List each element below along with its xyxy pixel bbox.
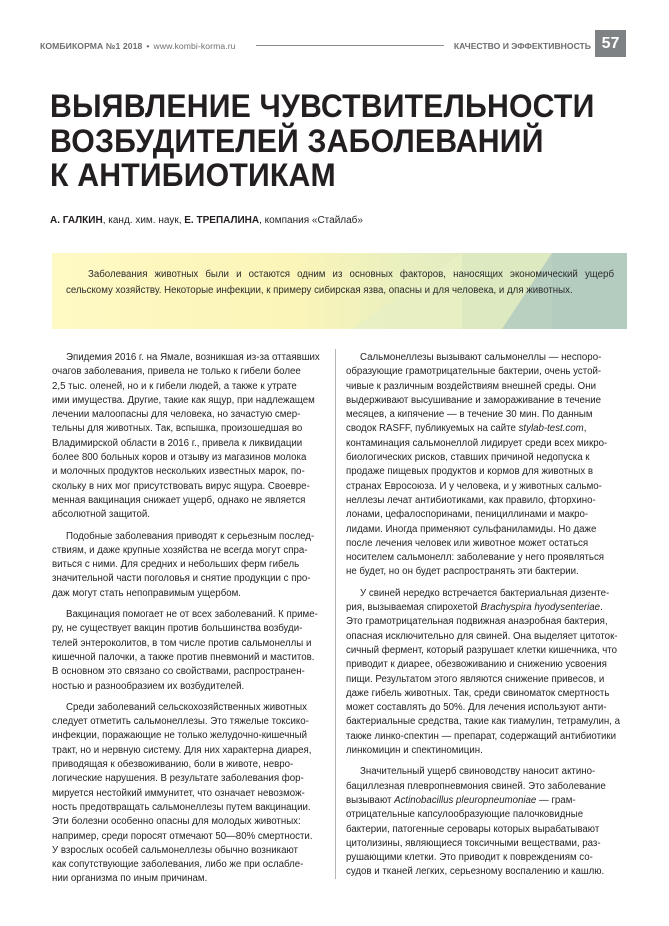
- text-line: сводок RASFF, публикуемых на сайте stylab-test.com,: [346, 423, 587, 435]
- text-line: продаже пищевых продуктов и кормов для животных в: [346, 466, 594, 478]
- text-line: значительной части поголовья и снятие продукции с про-: [52, 573, 311, 585]
- text-line: например, среди поросят отмечают 50—80% смертности.: [52, 830, 313, 842]
- text-line: месяцев, а кипячение — в течение 30 мин. По данным: [346, 409, 593, 421]
- text-line: бактерии, патогенные серовары которых вырабатывают: [346, 823, 600, 835]
- lead-box: [52, 253, 627, 329]
- author-affiliation: , канд. хим. наук,: [102, 215, 185, 226]
- body-paragraph: [346, 351, 626, 580]
- text-line: тракт, но и нервную систему. Для них характерна диарея,: [52, 744, 312, 756]
- text-line: приводящая к обезвоживанию, боли в животе, невро-: [52, 759, 294, 771]
- text-line: бактериальные средства, такие как тиамулин, тетрамулин, а: [346, 716, 621, 728]
- text-line: опасная исключительно для свиней. Она выделяет цитоток-: [346, 630, 618, 642]
- text-line: пищи. Результатом этого являются снижение привесов, и: [346, 673, 605, 685]
- text-line: более 800 больных коров и отзыву из магазинов молока: [52, 452, 307, 464]
- text-line: после лечения человек или животное может остаться: [346, 537, 589, 549]
- text-line: У взрослых особей сальмонеллезы обычно возникают: [52, 844, 298, 856]
- text-line: Сальмонеллезы вызывают сальмонеллы — неспоро-: [360, 352, 602, 363]
- text-line: вызывают Actinobacillus pleuropneumoniae — грам-: [346, 794, 576, 806]
- text-line: логические нарушения. В результате заболевания фор-: [52, 773, 304, 785]
- text-line: кишечной палочки, а также против пневмоний и маститов.: [52, 651, 315, 663]
- text-line: ствиям, и даже крупные хозяйства не всегда могут спра-: [52, 544, 308, 556]
- page-number-badge: 57: [595, 30, 626, 57]
- body-paragraph: [346, 765, 626, 879]
- title-line: К АНТИБИОТИКАМ: [50, 157, 336, 193]
- text-line: даже гибель животных. Так, среди свиноматок смертность: [346, 687, 610, 699]
- text-line: ностью и разнообразием их возбудителей.: [52, 680, 245, 692]
- text-line: Эпидемия 2016 г. на Ямале, возникшая из-за оттаявших: [66, 352, 320, 363]
- text-line: может составлять до 50%. Для лечения используют анти-: [346, 702, 607, 714]
- text-line: носителем сальмонелл: заболевание у него проявляться: [346, 552, 605, 564]
- text-line: лонами, цефалоспоринами, пенициллинами и макро-: [346, 509, 589, 521]
- text-line: не будет, но он будет распространять эти бактерии.: [346, 566, 579, 578]
- text-line: тельны для животных. Так, вспышка, произошедшая во: [52, 423, 303, 435]
- text-line: скольку в них мог присутствовать вирус ящура. Своевре-: [52, 480, 310, 492]
- text-line: бациллезная плевропневмония свиней. Это заболевание: [346, 780, 606, 792]
- text-line: Владимирской области в 2016 г., привела к ликвидации: [52, 437, 303, 449]
- text-line: У свиней нередко встречается бактериальная дизенте-: [360, 587, 610, 599]
- author-affiliation: , компания «Стайлаб»: [259, 215, 363, 226]
- text-line: и молочных продуктов нескольких известных марок, по-: [52, 466, 305, 478]
- text-line: контаминация сальмонеллой лидирует среди всех микро-: [346, 437, 608, 449]
- text-line: В основном это связано со свойствами, распространен-: [52, 666, 305, 678]
- text-line: рушающими клетки. Это приводит к повреждениям со-: [346, 852, 593, 864]
- left-column: [52, 351, 320, 887]
- article-authors: [50, 215, 363, 226]
- header-separator: •: [146, 41, 150, 51]
- text-line: ими имущества. Другие, такие как ящур, при надлежащем: [52, 394, 315, 406]
- column-divider: [335, 349, 336, 879]
- text-line: судов и тканей легких, серьезному воспалению и кашлю.: [346, 866, 605, 878]
- text-line: выдерживают высушивание и замораживание в течение: [346, 394, 602, 406]
- body-paragraph: [52, 701, 320, 887]
- text-line: Вакцинация помогает не от всех заболеваний. К приме-: [66, 609, 318, 621]
- text-line: Значительный ущерб свиноводству наносит актино-: [360, 766, 596, 778]
- journal-url: www.kombi-korma.ru: [153, 41, 236, 51]
- text-line: лидами. Иногда применяют сульфаниламиды. Но даже: [346, 523, 597, 535]
- section-name: КАЧЕСТВО И ЭФФЕКТИВНОСТЬ: [453, 41, 591, 51]
- running-header-left: [40, 41, 236, 51]
- text-line: линкомицин и спектиномицин.: [346, 745, 483, 757]
- text-line: инфекции, поражающие не только желудочно-кишечный: [52, 730, 307, 742]
- text-line: лечении малоопасны для человека, но зачастую смер-: [52, 409, 301, 421]
- body-paragraph: [346, 587, 626, 759]
- article-title: [50, 88, 595, 193]
- text-line: также линко-спектин — препарат, содержащий антибиотики: [346, 730, 617, 742]
- text-line: неллезы лечат антибиотиками, как правило, фторхино-: [346, 494, 596, 506]
- text-line: Среди заболеваний сельскохозяйственных животных: [66, 701, 307, 713]
- text-line: биологических рисков, ставших причиной недопуска к: [346, 452, 590, 464]
- text-line: как сопутствующие заболевания, либо же при ослабле-: [52, 859, 304, 871]
- text-line: виться с ними. Для средних и небольших ферм гибель: [52, 559, 300, 571]
- text-line: сичный фермент, который разрушает клетки кишечника, что: [346, 644, 618, 656]
- title-line: ВЫЯВЛЕНИЕ ЧУВСТВИТЕЛЬНОСТИ: [50, 88, 595, 124]
- text-line: абсолютной защитой.: [52, 509, 150, 521]
- text-line: цитолизины, являющиеся токсичными веществами, раз-: [346, 837, 601, 849]
- lead-paragraph: Заболевания животных были и остаются одним из основных факторов, наносящих экономический ущерб сельскому хозяйству. Некоторые инфекции, к примеру сибирская язва, опасны и для человека, и для животных.: [66, 269, 614, 296]
- text-line: ру, не существует вакцин против большинства возбуди-: [52, 623, 303, 635]
- header-rule: [256, 45, 444, 46]
- text-line: телей энтероколитов, в том числе против сальмонеллы и: [52, 637, 312, 649]
- journal-issue: КОМБИКОРМА №1 2018: [40, 41, 143, 51]
- title-line: ВОЗБУДИТЕЛЕЙ ЗАБОЛЕВАНИЙ: [50, 122, 544, 159]
- author-name: Е. ТРЕПАЛИНА: [184, 215, 260, 226]
- text-line: очагов заболевания, привела не только к гибели более: [52, 366, 301, 378]
- right-column: [346, 351, 626, 880]
- text-line: мируется нестойкий иммунитет, что означает невозмож-: [52, 787, 305, 799]
- text-line: отрицательные капсулообразующие палочковидные: [346, 809, 584, 821]
- text-line: Подобные заболевания приводят к серьезным послед-: [66, 530, 315, 542]
- body-paragraph: [52, 530, 320, 601]
- text-line: странах Евросоюза. И у человека, и у животных сальмо-: [346, 480, 602, 492]
- author-name: А. ГАЛКИН: [50, 215, 103, 226]
- text-line: даж могут стать непоправимым ущербом.: [52, 587, 241, 599]
- body-paragraph: [52, 608, 320, 694]
- body-paragraph: [52, 351, 320, 523]
- text-line: 2,5 тыс. оленей, но и к гибели людей, а также к утрате: [52, 380, 297, 392]
- text-line: следует отметить сальмонеллезы. Это тяжелые токсико-: [52, 716, 309, 728]
- text-line: ность предотвращать сальмонеллезы путем вакцинации.: [52, 801, 311, 813]
- text-line: Это грамотрицательная подвижная анаэробная бактерия,: [346, 616, 608, 628]
- text-line: Эти болезни особенно опасны для молодых животных:: [52, 816, 301, 828]
- text-line: рия, вызываемая спирохетой Brachyspira hyodysenteriae.: [346, 602, 603, 614]
- text-line: нии организма по иным причинам.: [52, 873, 208, 885]
- text-line: приводит к диарее, обезвоживанию и снижению усвоения: [346, 659, 607, 671]
- text-line: образующие грамотрицательные бактерии, очень устой-: [346, 366, 602, 378]
- text-line: чивые к различным воздействиям внешней среды. Они: [346, 380, 596, 392]
- text-line: менная вакцинация снижает ущерб, однако не является: [52, 494, 306, 506]
